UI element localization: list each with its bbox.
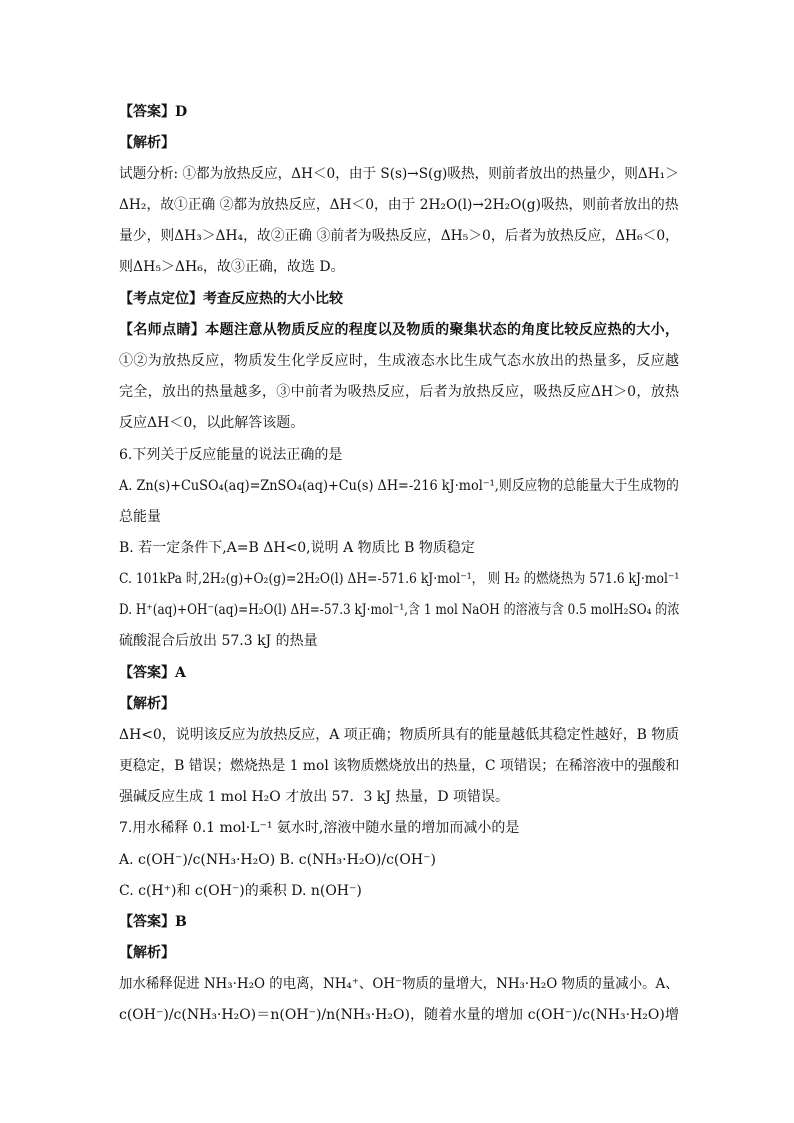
- option-6d-cont: 硫酸混合后放出 57.3 kJ 的热量: [119, 633, 318, 649]
- option-6a-cont: 总能量: [119, 509, 161, 525]
- mingshi-label: 【名师点睛】本题注意从物质反应的程度以及物质的聚集状态的角度比较反应热的大小，: [119, 322, 679, 338]
- analysis-label-3: 【解析】: [119, 945, 175, 961]
- text-line: 则ΔH₅＞ΔH₆，故③正确，故选 D。: [119, 259, 345, 275]
- text-line: 量少，则ΔH₃＞ΔH₄，故②正确 ③前者为吸热反应，ΔH₅＞0，后者为放热反应，ΔH₆＜0，: [119, 228, 679, 244]
- option-6a: A. Zn(s)+CuSO₄(aq)=ZnSO₄(aq)+Cu(s) ΔH=-216 kJ·mol⁻¹,则反应物的总能量大于生成物的: [119, 478, 679, 494]
- analysis-label-2: 【解析】: [119, 696, 175, 712]
- question-6: 6.下列关于反应能量的说法正确的是: [119, 447, 343, 463]
- analysis-label-1: 【解析】: [119, 135, 175, 151]
- text-line: 更稳定，B 错误；燃烧热是 1 mol 该物质燃烧放出的热量，C 项错误；在稀溶液中的强酸和: [119, 758, 680, 774]
- option-6c: C. 101kPa 时,2H₂(g)+O₂(g)=2H₂O(l) ΔH=-571.6 kJ·mol⁻¹， 则 H₂ 的燃烧热为 571.6 kJ·mol⁻¹: [119, 571, 680, 587]
- options-7cd: C. c(H⁺)和 c(OH⁻)的乘积 D. n(OH⁻): [119, 883, 362, 899]
- option-6d: D. H⁺(aq)+OH⁻(aq)=H₂O(l) ΔH=-57.3 kJ·mol⁻¹,含 1 mol NaOH 的溶液与含 0.5 molH₂SO₄ 的浓: [119, 602, 680, 618]
- question-7: 7.用水稀释 0.1 mol·L⁻¹ 氨水时,溶液中随水量的增加而减小的是: [119, 820, 520, 836]
- text-line: ①②为放热反应，物质发生化学反应时，生成液态水比生成气态水放出的热量多，反应越: [119, 353, 679, 369]
- text-line: 强碱反应生成 1 mol H₂O 才放出 57．3 kJ 热量，D 项错误。: [119, 789, 510, 805]
- text-line: ΔH₂，故①正确 ②都为放热反应，ΔH＜0，由于 2H₂O(l)→2H₂O(g)吸热，则前者放出的热: [119, 197, 679, 213]
- options-7ab: A. c(OH⁻)/c(NH₃·H₂O) B. c(NH₃·H₂O)/c(OH⁻): [119, 852, 436, 868]
- text-line: 加水稀释促进 NH₃·H₂O 的电离，NH₄⁺、OH⁻物质的量增大，NH₃·H₂O 物质的量减小。A、: [119, 976, 679, 992]
- kaodian-label: 【考点定位】考查反应热的大小比较: [119, 291, 343, 307]
- answer-label-3: 【答案】B: [119, 914, 187, 930]
- text-line: ΔH<0，说明该反应为放热反应，A 项正确；物质所具有的能量越低其稳定性越好，B 物质: [119, 727, 680, 743]
- text-line: 反应ΔH＜0，以此解答该题。: [119, 415, 305, 431]
- answer-label-2: 【答案】A: [119, 665, 186, 681]
- answer-label-1: 【答案】D: [119, 104, 188, 120]
- text-line: 试题分析: ①都为放热反应，ΔH＜0，由于 S(s)→S(g)吸热，则前者放出的热量少，则ΔH₁＞: [119, 166, 679, 182]
- option-6b: B. 若一定条件下,A=B ΔH<0,说明 A 物质比 B 物质稳定: [119, 540, 475, 556]
- text-line: c(OH⁻)/c(NH₃·H₂O)＝n(OH⁻)/n(NH₃·H₂O)，随着水量的增加 c(OH⁻)/c(NH₃·H₂O)增: [119, 1007, 679, 1023]
- text-line: 完全，放出的热量越多，③中前者为吸热反应，后者为放热反应，吸热反应ΔH＞0，放热: [119, 384, 679, 400]
